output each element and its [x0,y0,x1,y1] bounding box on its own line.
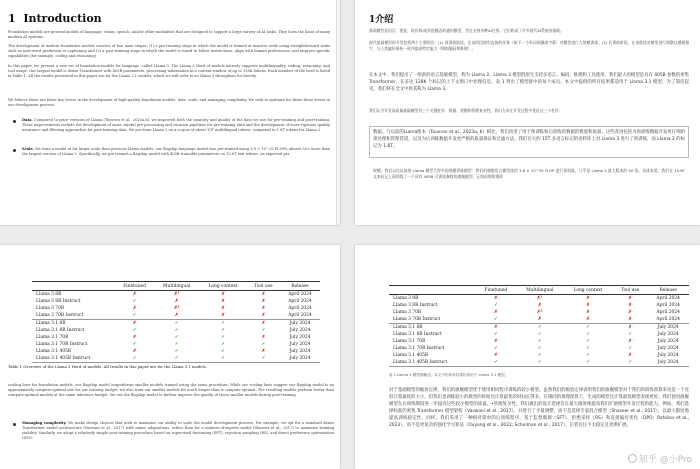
table-body-cn [389,295,689,367]
feature-cell: ✓ [537,338,542,344]
model-name-cell: Llama 3.1 70B Instruct [36,341,88,347]
feature-cell: ✓ [494,331,498,337]
feature-cell: ✓ [516,359,563,366]
bullet-dot [13,149,16,152]
feature-cell: ✗ [563,316,613,323]
bullet-scale [22,147,330,157]
table-header-cell: Release [280,282,320,291]
paper-page-chinese-table [355,245,700,469]
feature-cell: ✗ [494,324,498,330]
watermark [628,452,692,465]
cn-paragraph-6: 规模。我们以比以前的 Llama 模型大得多的规模训练模型：我们的旗舰语言模型使用 3.8 × 10^25 FLOP 进行预训练，几乎是 Llama 2 最大版本的 50 倍。具体来说，我们在 15.6T 文本标记上预训练了一个具有 405B 可训练参数的旗舰模型。正如预期的那样 [373,168,685,179]
feature-cell: ✓ [586,324,590,330]
model-name-cell: Llama 3.1 405B Instruct [32,355,115,362]
model-name-cell: Llama 3 70B Instruct [32,312,115,319]
feature-cell: ✓ [563,359,613,366]
table-row [389,338,689,345]
table-row [32,291,320,298]
section-heading [8,12,102,25]
paper-page-chinese-intro [355,0,700,225]
release-cell: July 2024 [657,331,679,337]
feature-cell: ✓ [174,320,179,326]
feature-cell: ✗ [494,295,498,301]
paper-page-english-table [0,245,340,469]
table-header-cell: Long context [199,282,247,291]
feature-cell: ✗ [586,309,590,315]
feature-cell: ✓ [613,359,647,366]
bullet-text: Compared to prior versions of Llama (Touvron et al., 2023a,b), we improved both the quantity and quality of the data we use for pre-training and post-training. These improvements include the development of more careful pre-processing and curation pipelines for pre-training data and the development of more rigorous quality assurance and filtering approaches for post-training data. We pre-train Llama 3 on a corpus of about 15T multilingual tokens, compared to 1.8T tokens for Llama 2. [22,118,330,132]
feature-cell: ✗ [586,295,590,301]
feature-cell: ✓ [628,331,632,337]
feature-cell: ✗ [628,353,632,359]
feature-cell: ✓ [537,331,542,337]
continued-paragraph: scaling laws for foundation models, our flagship model outperforms smaller models trained using the same procedure. While our scaling laws suggest our flagship model is an approximately compute-optimal size for our training budget, we also train our smaller models for much longer than is compute-optimal. The resulting models perform better than compute-optimal models at the same inference budget. We use the flagship model to further improve the quality of those smaller models during post-training. [8,383,334,397]
feature-cell: ✗ [221,291,225,297]
feature-cell: ✗ [261,349,266,355]
table-row [32,334,320,341]
release-cell: July 2024 [657,338,679,344]
paragraph-1: Foundation models are general models of language, vision, speech, and/or other modalities that are designed to support a large variety of AI tasks. They form the basis of many modern AI systems. [8,30,330,39]
table-header-cell [389,286,476,295]
table-row [32,355,320,362]
feature-cell: ✓ [221,349,225,355]
feature-cell: ✓ [628,345,632,351]
feature-cell: ✗ [586,302,590,308]
model-name-cell: Llama 3 8B Instruct [36,298,81,304]
model-name-cell: Llama 3.1 70B [36,334,69,340]
release-cell: July 2024 [289,341,311,347]
release-cell: July 2024 [289,334,311,340]
table-row [389,309,689,316]
feature-cell: ✗ [261,305,266,311]
feature-cell: ✓ [174,334,179,340]
feature-cell: ✗¹ [536,295,543,301]
table-header-row [32,282,320,291]
feature-cell: ✗¹ [173,305,180,311]
model-name-cell: Llama 3 70B Instruct [389,316,476,323]
table-header-row [389,286,689,295]
release-cell: July 2024 [289,327,311,333]
feature-cell: ✓ [221,334,225,340]
bullet-label: Data. [22,118,33,122]
feature-cell: ✗¹ [173,291,180,297]
table-body-en [32,291,320,363]
paper-page-english-intro [0,0,340,225]
paragraph-4: We believe there are three key levers in the development of high-quality foundation models: data, scale, and managing complexity. We seek to optimize for these three levers in our development process: [8,98,330,107]
feature-cell: ✗ [494,309,498,315]
feature-cell: ✓ [154,355,199,362]
model-name-cell: Llama 3.1 405B [393,353,429,359]
table-caption: Table 1 Overview of the Llama 3 Herd of models. All results in this paper are for the Llama 3.1 models. [8,364,207,369]
feature-cell: ✓ [221,327,225,333]
table-header-cell: Long context [563,286,613,295]
model-name-cell: Llama 3.1 8B Instruct [36,327,85,333]
model-name-cell: Llama 3.1 70B [393,338,426,344]
release-cell: April 2024 [288,305,312,311]
feature-cell: ✓ [221,341,225,347]
feature-cell: ✗ [132,349,137,355]
cn-paragraph-5: 数据。与以前的Llama版本（Touvron et al., 2023a, b）相比，我们改进了用于预训练和后训练的数据的数量和质量。这些改进包括为预训练数据开发更仔细的预处理和管理管道，以及为后训练数据开发更严格的质量保证和过滤方法。我们在大约 15T 多语言标记的语料库上对 Llama 3 进行了预训练，而 Llama 2 的标记为 1.8T。 [373,130,685,149]
table-row [389,359,689,366]
model-name-cell: Llama 3 70B [36,305,65,311]
feature-cell: ✓ [199,355,247,362]
feature-cell: ✓ [586,331,590,337]
feature-cell: ✗ [628,309,632,315]
cn-paragraph-2: 现代基础模型的开发包括两个主要阶段：(1) 预训练阶段，在该阶段使用直接的任务（如下一个单词预测或字幕）对模型进行大规模训练；(2) 后训练阶段，在该阶段对模型进行调整以遵循指令、与人类偏好保持一致并提高特定能力（例如编码和推理）。 [369,40,689,51]
cn-paragraph-1: 基础模型是语言、视觉、语音和/或其他模态的通用模型，旨在支持各种AI任务。它们构成了许多现代AI系统的基础。 [369,28,564,33]
cn-paragraph-4: 我们认为开发高质量基础模型有三个关键杠杆：数据、规模和管理复杂性。我们力求在开发过程中优化这三个杠杆： [369,108,563,113]
feature-cell: ✓ [537,345,542,351]
bullet-text: We make design choices that seek to maximize our ability to scale the model development process. For example, we opt for a standard dense Transformer model architecture (Vaswani et al., 2017) with minor adaptations, rather than for a mixture-of-experts model (Shazeer et al., 2017) to maximize training stability. Similarly, we adopt a relatively simple post-training procedure based on supervised finetuning (SFT), rejection sampling (RS), and direct preference optimization (DPO; [22,421,334,440]
model-name-cell: Llama 3.1 8B [36,320,66,326]
model-name-cell: Llama 3.1 70B Instruct [393,345,445,351]
release-cell: July 2024 [289,349,311,355]
feature-cell: ✗ [613,316,647,323]
table-row [32,348,320,355]
cn-paragraph-3: 在本文中，我们提出了一组新的语言基础模型，称为 Llama 3。Llama 3 模型群原生支持多语言、编码、推理和工具使用。我们最大的模型是具有 405B 参数的密集 Transformer，在多达 128K 个标记的上下文窗口中处理信息。表 1 列出了模型群中的每个成员。本文中提供的所有结果都适用于 Llama 3.1 模型，为了简洁起见，我们将在全文中将其称为 Llama 3。 [369,73,689,92]
feature-cell: ✓ [174,341,179,347]
feature-cell: ✓ [261,341,266,347]
table-header-cell: Multilingual [516,286,563,295]
feature-cell: ✗¹ [536,309,543,315]
model-name-cell: Llama 3.1 8B Instruct [393,331,442,337]
feature-cell: ✗ [537,302,542,308]
feature-cell: ✗ [132,305,137,311]
table-header-cell: Tool use [247,282,280,291]
section-number: 1 [8,12,16,25]
feature-cell: ✗ [154,312,199,319]
bullet-dot [13,423,16,426]
table-row [389,352,689,359]
table-caption-cn: 表 1 Llama 3 模型群概述。本文中的所有结果均适用于 Llama 3.1 模型。 [389,373,509,377]
paragraph-2: The development of modern foundation models consists of two main stages: (1) a pre-training stage in which the model is trained at massive scale using straightforward tasks such as next-word prediction or captioning and (2) a post-training stage in which the model is tuned to follow instructions, align with human preferences, and improve specific capabilities (for example, coding and reasoning). [8,44,330,58]
feature-cell: ✓ [537,324,542,330]
bullet-dot [13,120,16,123]
table-header-cell [32,282,115,291]
release-cell: July 2024 [657,324,679,330]
release-cell: July 2024 [280,355,320,362]
feature-cell: ✗ [221,305,225,311]
release-cell: July 2024 [657,353,679,359]
bullet-data [22,118,330,133]
table-header-cell: Finetuned [476,286,517,295]
release-cell: April 2024 [647,316,689,323]
table-row [32,312,320,319]
models-table [32,281,320,363]
section-title: Introduction [23,12,102,25]
feature-cell: ✗ [247,312,280,319]
feature-cell: ✓ [132,298,137,304]
bullet-text: We train a model at far larger scale than previous Llama models: our flagship language model was pre-trained using 3.8 × 10^25 FLOPs, almost 50× more than the largest version of Llama 2. Specifically, we pre-trained a flagship model with 405B trainable parameters on 15.6T text tokens. As expected per [22,147,330,156]
release-cell: April 2024 [288,291,312,297]
feature-cell: ✓ [586,345,590,351]
model-name-cell: Llama 3.1 8B [393,324,423,330]
feature-cell: ✓ [174,327,179,333]
feature-cell: ✗ [628,302,632,308]
feature-cell: ✓ [132,327,137,333]
model-name-cell: Llama 3 70B [393,309,422,315]
table-row [389,323,689,330]
watermark-text: 知乎 @小Pro [638,455,692,465]
page-scrollbar[interactable] [336,0,340,225]
feature-cell: ✗ [628,295,632,301]
feature-cell: ✗ [628,338,632,344]
feature-cell: ✓ [494,302,498,308]
feature-cell: ✗ [261,298,266,304]
release-cell: April 2024 [288,298,312,304]
feature-cell: ✓ [132,341,137,347]
zhihu-logo-icon [628,454,637,463]
feature-cell: ✓ [586,353,590,359]
table-row [32,298,320,305]
model-name-cell: Llama 3.1 405B Instruct [389,359,476,366]
feature-cell: ✓ [247,355,280,362]
section-heading-cn: 1介绍 [369,15,394,25]
feature-cell: ✗ [516,316,563,323]
release-cell: April 2024 [280,312,320,319]
feature-cell: ✓ [476,359,517,366]
feature-cell: ✗ [199,312,247,319]
model-name-cell: Llama 3 8B Instruct [393,302,438,308]
release-cell: April 2024 [656,309,680,315]
feature-cell: ✗ [261,291,266,297]
release-cell: July 2024 [647,359,689,366]
paragraph-3: In this paper, we present a new set of foundation models for language, called Llama 3. The Llama 3 Herd of models natively supports multilinguality, coding, reasoning, and tool usage. Our largest model is dense Transformer with 405B parameters, processing information in a context window of up to 128K tokens. Each member of the herd is listed in Table 1. All the results presented in this paper are for the Llama 3.1 models, which we will refer to as Llama 3 throughout for brevity. [8,64,330,78]
feature-cell: ✗ [132,291,137,297]
model-name-cell: Llama 3 8B [393,295,419,301]
model-name-cell: Llama 3.1 405B [36,349,72,355]
bullet-label: Scale. [22,147,35,151]
table-row [32,319,320,326]
model-name-cell: Llama 3 8B [36,291,62,297]
feature-cell: ✓ [221,320,225,326]
release-cell: July 2024 [289,320,311,326]
feature-cell: ✗ [261,320,266,326]
feature-cell: ✗ [261,334,266,340]
feature-cell: ✓ [174,349,179,355]
table-header-cell: Finetuned [115,282,154,291]
feature-cell: ✗ [132,320,137,326]
feature-cell: ✓ [261,327,266,333]
feature-cell: ✓ [494,345,498,351]
release-cell: July 2024 [657,345,679,351]
feature-cell: ✓ [537,353,542,359]
table-row [32,326,320,333]
feature-cell: ✗ [628,324,632,330]
table-row [32,341,320,348]
models-table-cn [389,285,689,367]
release-cell: April 2024 [656,302,680,308]
feature-cell: ✓ [586,338,590,344]
table-row [389,295,689,302]
feature-cell: ✗ [132,334,137,340]
cn-continued-paragraph: 对于基础模型的缩放定律，我们的旗舰模型优于使用相同程序训练的较小模型。虽然我们的缩放定律表明我们的旗舰模型对于我们的训练预算来说是一个近似计算最优的大小，但我们也训练较小的模型的时间比计算最优的时间长得多。在相同的推理预算下，生成的模型比计算最优模型表现更好。我们使用旗舰模型在后训练期间进一步提高这些较小模型的质量。•管理复杂性。我们做出的设计选择旨在最大限度地提高我们扩展模型开发过程的能力。例如，我们选择标准的密集 Transformer 模型架构（Vaswani et al., 2017），并进行了少量调整，而不是选择专家混合模型（Shazeer et al., 2017），以最大限度地提高训练稳定性。同样，我们采用了一种相对简单的后训练程序，基于监督微调（SFT）、拒绝采样（RS）和直接偏好优化（DPO；Rafailov et al., 2023），而不是更复杂的强化学习算法（Ouyang et al., 2022; Schulman et al., 2017），后者往往不太稳定且更难扩展。 [389,388,689,428]
table-row [389,345,689,352]
release-cell: April 2024 [656,295,680,301]
table-header-cell: Multilingual [154,282,199,291]
bullet-managing-complexity [22,421,334,441]
bullet-label: Managing complexity. [22,421,67,425]
table-row [389,302,689,309]
feature-cell: ✓ [115,312,154,319]
table-row [389,330,689,337]
feature-cell: ✗ [494,353,498,359]
feature-cell: ✓ [476,316,517,323]
table-row [32,305,320,312]
table-header-cell: Tool use [613,286,647,295]
feature-cell: ✓ [115,355,154,362]
feature-cell: ✗ [221,298,225,304]
feature-cell: ✗ [494,338,498,344]
feature-cell: ✗ [174,298,179,304]
table-header-cell: Release [647,286,689,295]
table-row [389,316,689,323]
